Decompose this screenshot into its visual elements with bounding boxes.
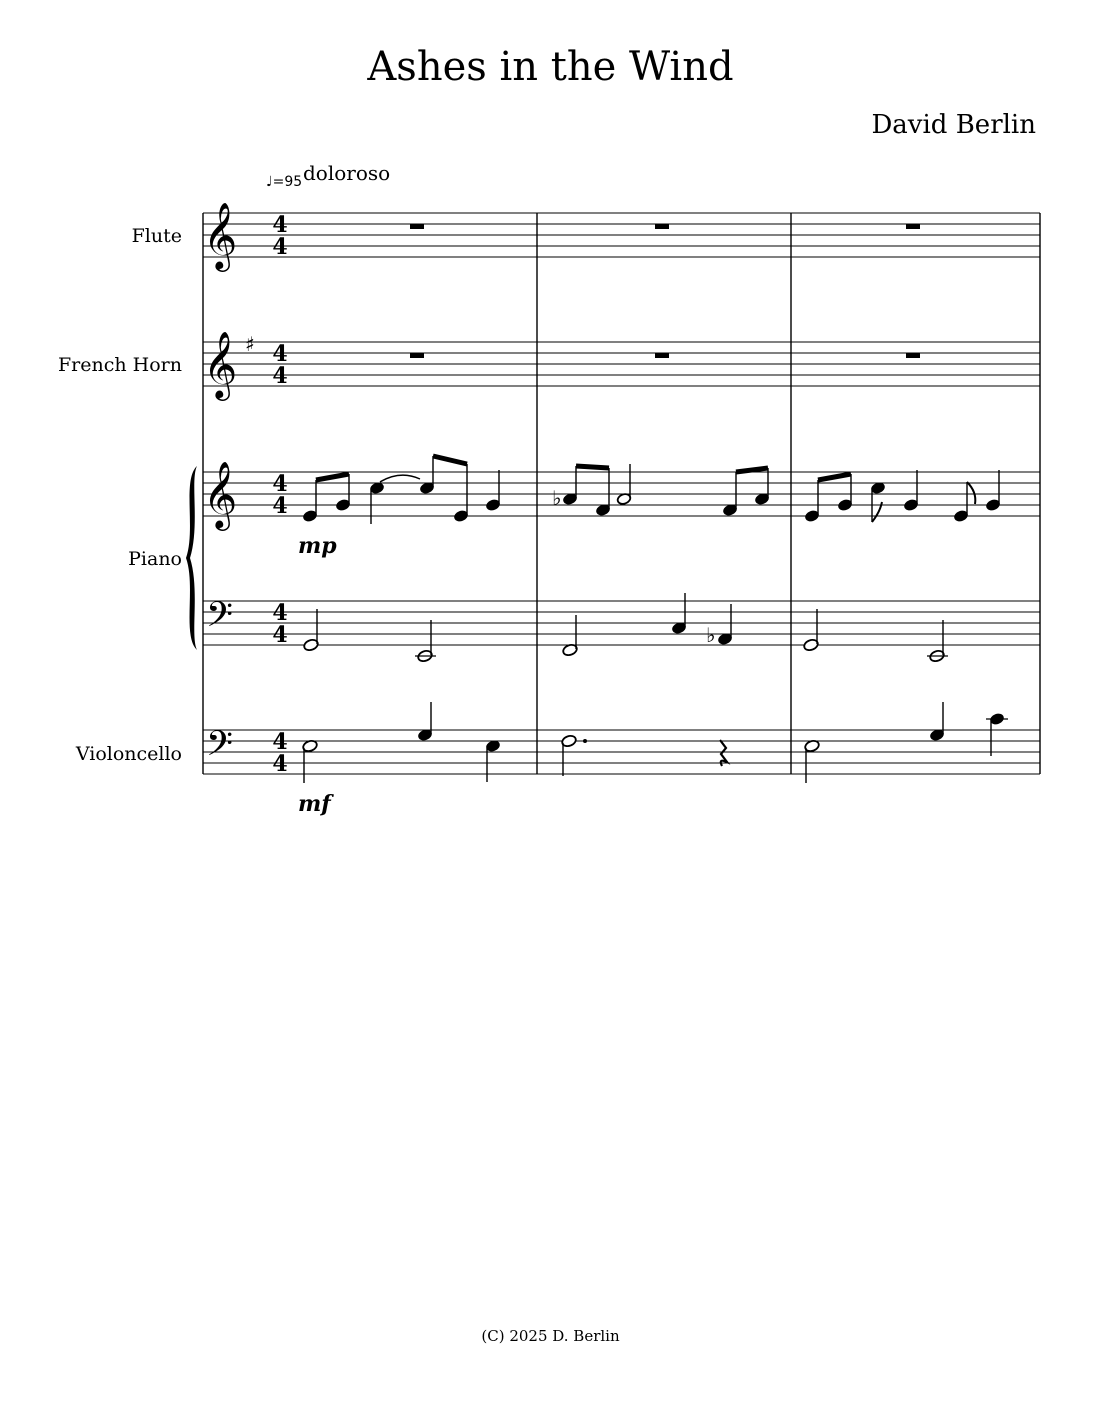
dynamic-mp: mp [298, 533, 337, 559]
svg-text:𝄢: 𝄢 [206, 594, 234, 643]
time-sig-denominator: 4 [272, 234, 288, 260]
dynamic-mf: mf [298, 791, 331, 817]
piano-brace-icon [186, 466, 197, 650]
copyright-notice: (C) 2025 D. Berlin [481, 1327, 620, 1345]
flat-icon: ♭ [552, 486, 562, 510]
piano-lh-notes [303, 593, 948, 663]
whole-rest-icon [655, 353, 669, 358]
time-sig-numerator: 4 [272, 729, 288, 755]
whole-rest-icon [655, 224, 669, 229]
time-sig-numerator: 4 [272, 471, 288, 497]
staff-horn [203, 342, 1040, 386]
instrument-label-piano: Piano [128, 548, 182, 570]
staff-cello [203, 730, 1040, 774]
svg-text:𝄞: 𝄞 [203, 330, 238, 398]
tempo-expression: doloroso [303, 161, 391, 185]
tie [380, 475, 420, 482]
instrument-label-cello: Violoncello [75, 743, 182, 765]
whole-rest-icon [906, 224, 920, 229]
quarter-note-icon: ♩ [266, 174, 273, 190]
svg-text:𝄢: 𝄢 [206, 723, 234, 772]
whole-rest-icon [410, 353, 424, 358]
whole-rest-icon [906, 353, 920, 358]
svg-text:𝄞: 𝄞 [203, 201, 238, 269]
time-signatures [272, 212, 287, 777]
flat-icon: ♭ [706, 623, 716, 647]
composer-name: David Berlin [871, 110, 1036, 140]
bass-clef-icon [206, 594, 233, 772]
time-sig-numerator: 4 [272, 341, 288, 367]
treble-clef-icon [203, 201, 237, 531]
time-sig-denominator: 4 [272, 751, 288, 777]
score-title: Ashes in the Wind [367, 44, 734, 90]
time-sig-numerator: 4 [272, 600, 288, 626]
piano-rh-notes [302, 456, 1000, 524]
whole-rest-icon [410, 224, 424, 229]
cello-notes [302, 702, 1008, 783]
instrument-label-flute: Flute [131, 225, 182, 247]
tempo-bpm: =95 [272, 174, 303, 190]
time-sig-denominator: 4 [272, 493, 288, 519]
instrument-label-horn: French Horn [58, 354, 182, 376]
staff-piano-bass [203, 601, 1040, 645]
time-sig-denominator: 4 [272, 622, 288, 648]
quarter-rest-icon [720, 740, 727, 766]
time-sig-numerator: 4 [272, 212, 288, 238]
svg-text:𝄞: 𝄞 [203, 460, 238, 528]
sharp-icon: ♯ [245, 332, 255, 356]
time-sig-denominator: 4 [272, 363, 288, 389]
staff-flute [203, 213, 1040, 257]
whole-rests [410, 224, 920, 358]
